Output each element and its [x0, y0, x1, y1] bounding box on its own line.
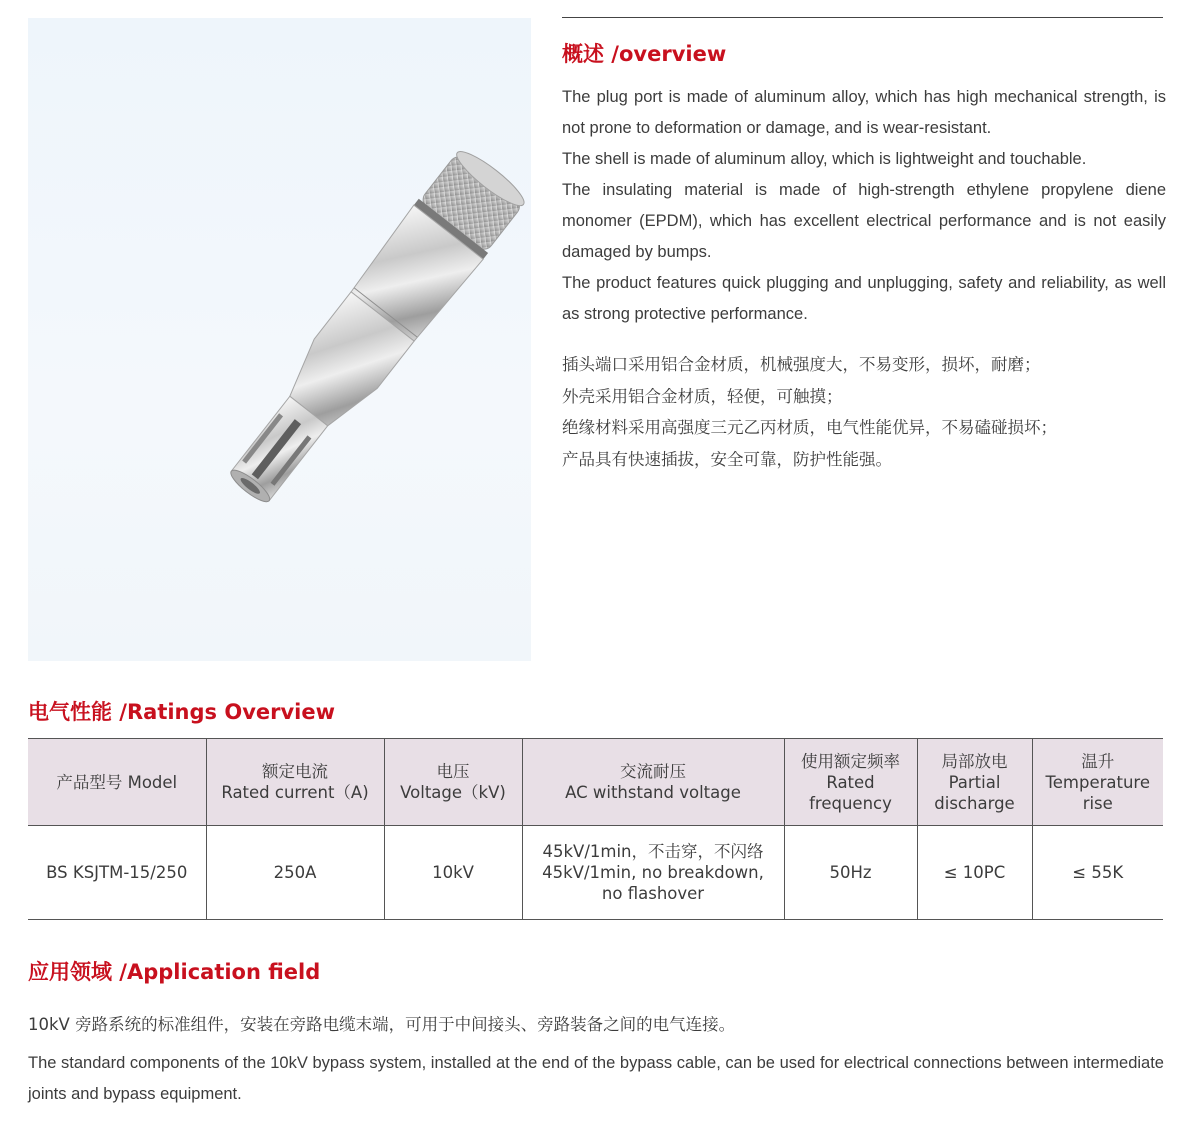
table-row [28, 826, 1163, 920]
cell-voltage: 10kV [384, 826, 522, 920]
application-chinese-text: 10kV 旁路系统的标准组件，安装在旁路电缆末端，可用于中间接头、旁路装备之间的电气连接。 [28, 1015, 736, 1034]
application-english-text: The standard components of the 10kV bypass system, installed at the end of the bypass cable, can be used for electrical connections between intermediate joints and bypass equipment. [28, 1054, 1164, 1103]
overview-paragraph-cn: 产品具有快速插拔，安全可靠，防护性能强。 [562, 449, 892, 469]
overview-paragraph-cn: 外壳采用铝合金材质，轻便，可触摸； [562, 386, 843, 406]
ratings-table [28, 738, 1163, 920]
overview-paragraph: The insulating material is made of high-strength ethylene propylene diene monomer (EPDM), which has excellent electrical performance and is not easily damaged by bumps. [562, 181, 1166, 261]
overview-paragraph: The plug port is made of aluminum alloy, which has high mechanical strength, is not prone to deformation or damage, and is wear-resistant. [562, 88, 1166, 137]
cell-rated-frequency: 50Hz [784, 826, 917, 920]
overview-paragraph-cn: 绝缘材料采用高强度三元乙丙材质，电气性能优异，不易磕碰损坏； [562, 418, 1057, 437]
header-ac-withstand: 交流耐压 AC withstand voltage [522, 739, 784, 826]
cell-ac-withstand: 45kV/1min，不击穿，不闪络 45kV/1min, no breakdown, no flashover [522, 826, 784, 920]
header-temperature-rise: 温升 Temperature rise [1032, 739, 1163, 826]
overview-chinese-text [562, 349, 1166, 475]
overview-english-text [562, 82, 1166, 330]
cell-model: BS KSJTM-15/250 [46, 863, 188, 882]
header-partial-discharge: 局部放电 Partial discharge [917, 739, 1032, 826]
cell-rated-current: 250A [206, 826, 384, 920]
overview-paragraph-cn: 插头端口采用铝合金材质，机械强度大，不易变形，损坏，耐磨； [562, 355, 1041, 374]
header-model: 产品型号 Model [28, 739, 206, 826]
plug-connector-illustration [28, 18, 531, 661]
cell-partial-discharge: ≤ 10PC [917, 826, 1032, 920]
overview-paragraph: The product features quick plugging and unplugging, safety and reliability, as well as strong protective performance. [562, 274, 1166, 323]
overview-paragraph: The shell is made of aluminum alloy, which is lightweight and touchable. [562, 150, 1087, 168]
top-divider [562, 17, 1163, 18]
header-rated-current: 额定电流 Rated current（A) [206, 739, 384, 826]
ratings-heading: 电气性能 /Ratings Overview [28, 700, 336, 724]
overview-heading: 概述 /overview [562, 42, 727, 66]
product-photo [28, 18, 531, 661]
cell-temperature-rise: ≤ 55K [1032, 826, 1163, 920]
header-voltage: 电压 Voltage（kV) [384, 739, 522, 826]
application-heading: 应用领域 /Application field [28, 960, 321, 984]
table-header-row [28, 739, 1163, 826]
header-rated-frequency: 使用额定频率 Rated frequency [784, 739, 917, 826]
